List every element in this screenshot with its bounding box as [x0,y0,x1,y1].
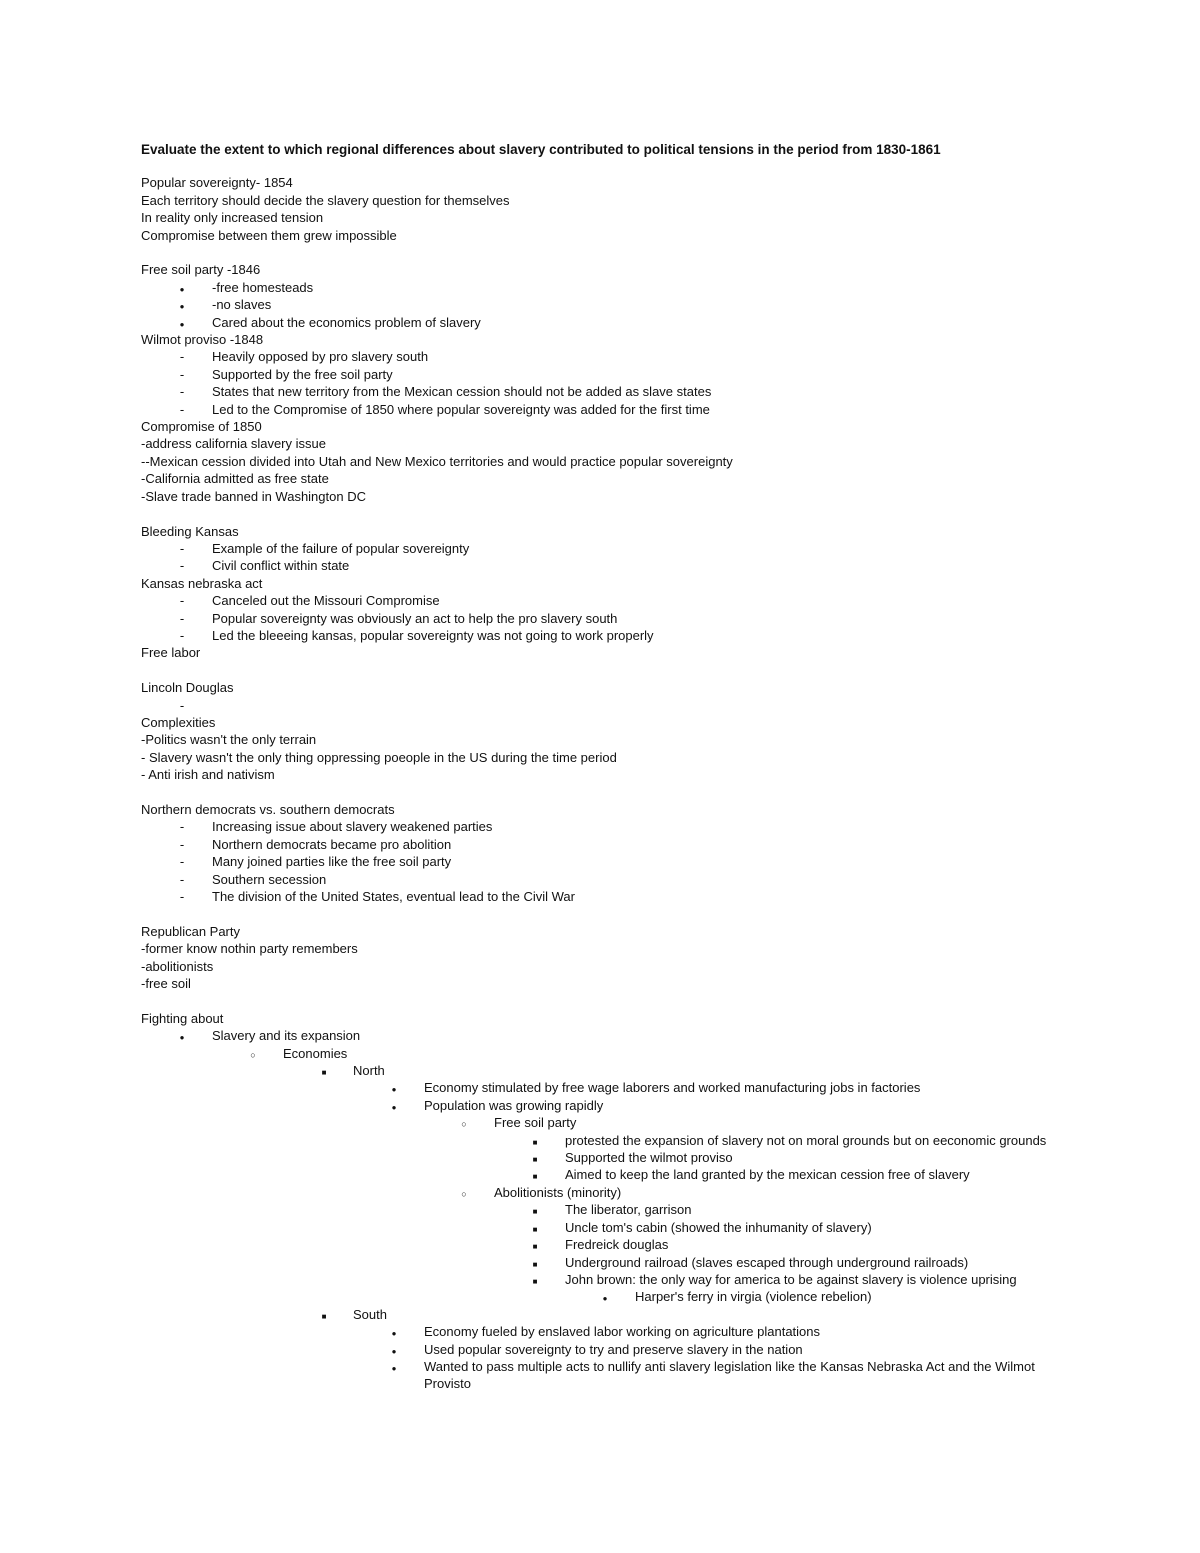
list-item: - Led to the Compromise of 1850 where popular sovereignty was added for the first time [141,401,1071,418]
dash-bullet-icon [175,592,189,609]
text-line: - Slavery wasn't the only thing oppressing poeople in the US during the time period [141,749,617,765]
text-line: -abolitionists [141,958,214,974]
section-heading: Fighting about [141,1010,224,1026]
list-item: - Many joined parties like the free soil party [141,853,1071,870]
section-heading: Complexities [141,714,216,730]
dash-bullet-icon [175,853,189,870]
dash-bullet-icon [175,401,189,418]
list-item: ■ Uncle tom's cabin (showed the inhumanity of slavery) [141,1219,1071,1236]
list-item: - Example of the failure of popular sovereignty [141,540,1071,557]
list-item: ● Cared about the economics problem of slavery [141,314,1071,331]
section-heading: Compromise of 1850 [141,419,262,435]
text-line: --Mexican cession divided into Utah and New Mexico territories and would practice popular sovereignty [141,453,733,469]
list-item: ● Used popular sovereignty to try and preserve slavery in the nation [141,1341,1071,1358]
text-line: Compromise between them grew impossible [141,227,397,243]
list-item: ■ Supported the wilmot proviso [141,1149,1071,1166]
list-item: - Led the bleeeing kansas, popular sovereignty was not going to work properly [141,627,1071,644]
dash-bullet-icon [175,836,189,853]
list-item: ■ Aimed to keep the land granted by the mexican cession free of slavery [141,1166,1071,1183]
dash-bullet-icon [175,348,189,365]
dash-bullet-icon [175,697,189,714]
list-item: ■ John brown: the only way for america to be against slavery is violence uprising [141,1271,1071,1288]
text-line: -California admitted as free state [141,471,329,487]
section-heading: Bleeding Kansas [141,523,239,539]
section-heading: Northern democrats vs. southern democrats [141,801,395,817]
bullet-icon [175,314,189,333]
list-item: ■ The liberator, garrison [141,1201,1071,1218]
list-item: - Popular sovereignty was obviously an act to help the pro slavery south [141,610,1071,627]
section-heading: Republican Party [141,923,240,939]
list-item: ● -no slaves [141,296,1071,313]
list-item: ● Population was growing rapidly [141,1097,1071,1114]
list-item: ● Economy stimulated by free wage laborers and worked manufacturing jobs in factories [141,1079,1071,1096]
list-item: ○ Economies [141,1045,1071,1062]
dash-bullet-icon [175,383,189,400]
list-item: ■ Underground railroad (slaves escaped through underground railroads) [141,1254,1071,1271]
list-item: - Northern democrats became pro abolition [141,836,1071,853]
dash-bullet-icon [175,557,189,574]
list-item: - Civil conflict within state [141,557,1071,574]
dash-bullet-icon [175,366,189,383]
bullet-icon [387,1358,401,1377]
list-item: ● Harper's ferry in virgia (violence rebelion) [141,1288,1071,1305]
text-line: -Slave trade banned in Washington DC [141,488,366,504]
section-heading: Popular sovereignty- 1854 [141,175,293,191]
list-item: ■ protested the expansion of slavery not on moral grounds but on eeconomic grounds [141,1132,1071,1149]
text-line: In reality only increased tension [141,210,324,226]
list-item: ■ South [141,1306,1071,1323]
list-item [141,697,1071,714]
list-item: - Canceled out the Missouri Compromise [141,592,1071,609]
list-item: - States that new territory from the Mexican cession should not be added as slave states [141,383,1071,400]
section-heading: Free soil party -1846 [141,262,261,278]
list-item: ■ North [141,1062,1071,1079]
list-item: - Southern secession [141,871,1071,888]
text-line: -address california slavery issue [141,436,326,452]
text-line: - Anti irish and nativism [141,767,275,783]
list-item: - The division of the United States, eventual lead to the Civil War [141,888,1071,905]
list-item: - Increasing issue about slavery weakened parties [141,818,1071,835]
text-line: -free soil [141,976,191,992]
document-page [141,141,1071,1393]
page-title: Evaluate the extent to which regional differences about slavery contributed to political tensions in the period from 1830-1861 [141,142,941,157]
list-item: - Supported by the free soil party [141,366,1071,383]
section-heading: Wilmot proviso -1848 [141,332,264,348]
list-item: ● Economy fueled by enslaved labor working on agriculture plantations [141,1323,1071,1340]
text-line: -Politics wasn't the only terrain [141,732,317,748]
list-item: ○ Abolitionists (minority) [141,1184,1071,1201]
section-heading: Free labor [141,645,201,661]
section-heading: Kansas nebraska act [141,575,263,591]
section-heading: Lincoln Douglas [141,680,234,696]
list-item: ■ Fredreick douglas [141,1236,1071,1253]
text-line: Each territory should decide the slavery question for themselves [141,192,510,208]
dash-bullet-icon [175,818,189,835]
list-item: - Heavily opposed by pro slavery south [141,348,1071,365]
list-item: ○ Free soil party [141,1114,1071,1131]
dash-bullet-icon [175,627,189,644]
list-item: ● Slavery and its expansion [141,1027,1071,1044]
dash-bullet-icon [175,610,189,627]
list-item: ● -free homesteads [141,279,1071,296]
text-line: -former know nothin party remembers [141,941,358,957]
dash-bullet-icon [175,540,189,557]
dash-bullet-icon [175,888,189,905]
list-item: ● Wanted to pass multiple acts to nullify anti slavery legislation like the Kansas Nebraska Act and the Wilmot Provisto [141,1358,1071,1393]
dash-bullet-icon [175,871,189,888]
